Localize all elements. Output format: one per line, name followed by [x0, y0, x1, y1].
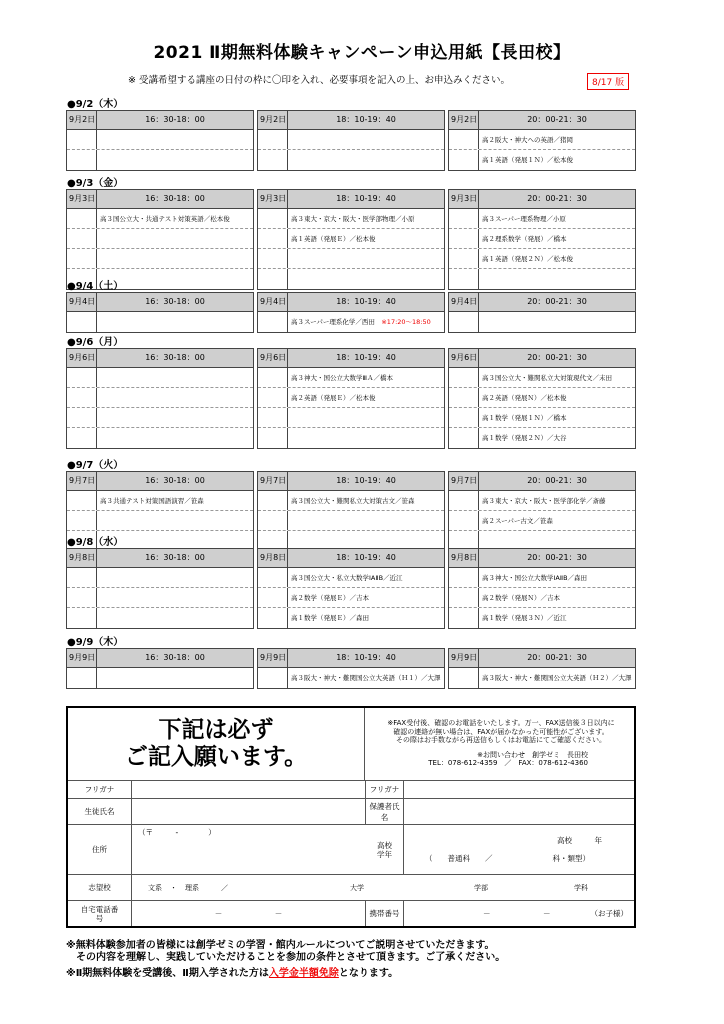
time-slot-block	[448, 292, 636, 333]
time-slot-block	[66, 110, 254, 171]
check-cell[interactable]	[67, 229, 97, 248]
slot-time: 16：30-18：00	[145, 653, 205, 662]
footer-note-1: ※無料体験参加者の皆様には創学ゼミの学習・館内ルールについてご説明させていただきます。	[66, 940, 495, 951]
check-cell[interactable]	[67, 150, 97, 170]
hope-dept: 学科	[574, 883, 588, 892]
slot-time: 18：10-19：40	[336, 476, 396, 485]
time-slot-block	[448, 648, 636, 689]
course-row	[449, 150, 635, 170]
slot-header	[258, 649, 444, 668]
slot-header	[449, 349, 635, 368]
guardian-furigana-label: フリガナ	[366, 781, 404, 798]
course-name	[97, 130, 253, 149]
notice-box	[68, 708, 365, 780]
check-cell[interactable]	[449, 588, 479, 607]
footer-note-3	[66, 968, 398, 980]
check-cell[interactable]	[67, 388, 97, 407]
course-name	[97, 511, 253, 530]
fax-info	[366, 708, 636, 780]
time-slot-block	[66, 292, 254, 333]
student-name-field[interactable]	[132, 799, 366, 824]
slot-header	[449, 549, 635, 568]
check-cell[interactable]	[449, 668, 479, 688]
course-name: 高３共通テスト対策国語演習／笹森	[100, 497, 204, 505]
course-name	[97, 428, 253, 448]
hope-dot: ・	[170, 883, 177, 892]
course-row	[449, 491, 635, 511]
course-row	[258, 249, 444, 269]
course-row	[67, 130, 253, 150]
course-row	[67, 388, 253, 408]
course-row	[67, 668, 253, 688]
course-row	[258, 209, 444, 229]
slot-time: 18：10-19：40	[336, 297, 396, 306]
discount-highlight: 入学金半額免除	[268, 968, 339, 979]
check-cell[interactable]	[449, 568, 479, 587]
check-cell[interactable]	[258, 588, 288, 607]
check-cell[interactable]	[449, 229, 479, 248]
slot-date: 9月3日	[67, 190, 97, 208]
check-cell[interactable]	[67, 312, 97, 332]
course-name: 高３国公立大・私立大数学ⅠAⅡB／近江	[291, 574, 403, 582]
time-slot-block	[257, 648, 445, 689]
course-row	[449, 511, 635, 531]
slot-header	[67, 349, 253, 368]
course-name	[97, 368, 253, 387]
course-name: 高１数学（発展２Ｎ）／大谷	[482, 434, 567, 442]
check-cell[interactable]	[449, 130, 479, 149]
slot-header	[449, 190, 635, 209]
course-row	[258, 668, 444, 688]
course-row	[258, 229, 444, 249]
check-cell[interactable]	[258, 668, 288, 688]
course-row	[67, 249, 253, 269]
check-cell[interactable]	[67, 511, 97, 530]
course-row	[449, 229, 635, 249]
guardian-name-label: 保護者氏名	[366, 799, 404, 824]
slot-date: 9月4日	[67, 293, 97, 311]
slot-date: 9月8日	[67, 549, 97, 567]
course-row	[67, 150, 253, 170]
course-name: 高３国公立大・共通テスト対策英語／松本俊	[100, 215, 230, 223]
course-name	[97, 229, 253, 248]
course-row	[449, 249, 635, 269]
time-slot-block	[66, 348, 254, 449]
course-name	[288, 130, 444, 149]
slot-header	[258, 549, 444, 568]
student-furigana-field[interactable]	[132, 781, 366, 798]
time-slot-block	[448, 348, 636, 449]
course-name	[97, 249, 253, 268]
slot-date: 9月9日	[258, 649, 288, 667]
slot-time: 16：30-18：00	[145, 476, 205, 485]
mobile-label: 携帯番号	[366, 901, 404, 926]
course-name: 高２英語（発展Ｎ）／松本俊	[482, 394, 567, 402]
address-row	[68, 824, 634, 874]
course-row	[67, 408, 253, 428]
course-name: 高３神大・国公立大数学ⅠAⅡB／森田	[482, 574, 588, 582]
course-row	[449, 428, 635, 448]
course-row	[258, 568, 444, 588]
slot-header	[67, 190, 253, 209]
course-name	[288, 249, 444, 268]
instruction-note: ※ 受講希望する講座の日付の枠に〇印を入れ、必要事項を記入の上、お申込みください。	[128, 75, 511, 86]
check-cell[interactable]	[449, 408, 479, 427]
slot-time: 20：00-21：30	[527, 476, 587, 485]
time-slot-block	[66, 548, 254, 629]
check-cell[interactable]	[449, 491, 479, 510]
course-row	[67, 511, 253, 531]
check-cell[interactable]	[258, 491, 288, 510]
hope-rikei: 理系	[185, 883, 199, 892]
course-name	[97, 668, 253, 688]
hope-univ: 大学	[350, 883, 364, 892]
student-name-label: 生徒氏名	[68, 799, 132, 824]
check-cell[interactable]	[258, 568, 288, 587]
time-slot-block	[257, 348, 445, 449]
hope-bunkei: 文系	[148, 883, 162, 892]
course-name	[288, 408, 444, 427]
fax-info-3: その際はお手数ながら再送信もしくはお電話にてご確認ください。	[396, 736, 606, 744]
time-slot-block	[257, 110, 445, 171]
course-name: 高３国公立大・難関私立大対策古文／笹森	[291, 497, 415, 505]
slot-date: 9月2日	[258, 111, 288, 129]
guardian-furigana-field[interactable]	[405, 781, 634, 798]
slot-time: 16：30-18：00	[145, 115, 205, 124]
hope-faculty: 学部	[474, 883, 488, 892]
course-name: 高３東大・京大・阪大・医学部化学／斎藤	[482, 497, 606, 505]
day-section	[66, 337, 636, 449]
slot-time: 18：10-19：40	[336, 115, 396, 124]
course-row	[449, 388, 635, 408]
slot-date: 9月6日	[67, 349, 97, 367]
check-cell[interactable]	[67, 368, 97, 387]
slot-date: 9月4日	[449, 293, 479, 311]
tel-row	[68, 900, 634, 926]
day-label: ●9/2（木）	[67, 99, 124, 110]
course-title: 高３スーパー理系化学／西田	[291, 318, 382, 326]
slot-header	[258, 190, 444, 209]
check-cell[interactable]	[258, 209, 288, 228]
contact-label: ※お問い合わせ 創学ゼミ 長田校	[477, 750, 588, 759]
slot-time: 20：00-21：30	[527, 653, 587, 662]
check-cell[interactable]	[258, 249, 288, 268]
time-slot-block	[448, 110, 636, 171]
check-cell[interactable]	[258, 368, 288, 387]
slot-date: 9月8日	[258, 549, 288, 567]
course-name: 高１数学（発展Ｅ）／森田	[291, 614, 369, 622]
check-cell[interactable]	[449, 388, 479, 407]
slot-header	[67, 649, 253, 668]
day-label: ●9/7（火）	[67, 460, 124, 471]
check-cell[interactable]	[258, 608, 288, 628]
course-name: 高１英語（発展１Ｎ）／松本俊	[482, 156, 573, 164]
slot-header	[67, 293, 253, 312]
check-cell[interactable]	[67, 249, 97, 268]
course-name: 高３東大・京大・阪大・医学部物理／小原	[291, 215, 415, 223]
course-name	[288, 428, 444, 448]
day-section	[66, 99, 636, 171]
course-row	[449, 130, 635, 150]
slot-date: 9月7日	[258, 472, 288, 490]
course-name: 高２阪大・神大への英語／猪岡	[482, 136, 573, 144]
slot-date: 9月6日	[258, 349, 288, 367]
course-name: 高１英語（発展２Ｎ）／松本俊	[482, 255, 573, 263]
day-label: ●9/3（金）	[67, 178, 124, 189]
check-cell[interactable]	[258, 511, 288, 530]
slot-time: 18：10-19：40	[336, 194, 396, 203]
slot-header	[67, 549, 253, 568]
course-row	[67, 312, 253, 332]
slot-time: 20：00-21：30	[527, 553, 587, 562]
check-cell[interactable]	[67, 668, 97, 688]
course-field[interactable]: （ 普通科 ／ 科・類型）	[425, 853, 590, 863]
course-row	[67, 588, 253, 608]
check-cell[interactable]	[449, 428, 479, 448]
check-cell[interactable]	[67, 428, 97, 448]
course-row	[67, 209, 253, 229]
slot-header	[449, 472, 635, 491]
course-name	[97, 150, 253, 170]
slot-time: 20：00-21：30	[527, 194, 587, 203]
check-cell[interactable]	[449, 511, 479, 530]
check-cell[interactable]	[258, 428, 288, 448]
check-cell[interactable]	[67, 491, 97, 510]
course-row	[67, 428, 253, 448]
slot-time: 18：10-19：40	[336, 353, 396, 362]
course-name: 高２数学（発展Ｎ）／吉本	[482, 594, 560, 602]
home-tel-field[interactable]: － －	[132, 901, 366, 926]
course-row	[258, 511, 444, 531]
slot-time: 16：30-18：00	[145, 353, 205, 362]
time-note: ※17:20～18:50	[381, 318, 431, 326]
course-name: 高２数学（発展Ｅ）／吉本	[291, 594, 369, 602]
course-row	[258, 428, 444, 448]
check-cell[interactable]	[449, 249, 479, 268]
check-cell[interactable]	[67, 568, 97, 587]
course-row	[258, 150, 444, 170]
check-cell[interactable]	[449, 608, 479, 628]
page-title: 2021 Ⅱ期無料体験キャンペーン申込用紙【長田校】	[153, 43, 571, 63]
check-cell[interactable]	[449, 368, 479, 387]
course-row	[67, 368, 253, 388]
check-cell[interactable]	[67, 588, 97, 607]
slot-date: 9月4日	[258, 293, 288, 311]
slot-time: 20：00-21：30	[527, 115, 587, 124]
home-tel-label: 自宅電話番号	[68, 901, 132, 926]
course-name	[97, 312, 253, 332]
course-row	[449, 312, 635, 332]
course-row	[449, 668, 635, 688]
course-name: 高１数学（発展３Ｎ）／近江	[482, 614, 567, 622]
course-name: 高３国公立大・難関私立大対策現代文／末田	[482, 374, 612, 382]
day-section	[66, 178, 636, 290]
check-cell[interactable]	[258, 408, 288, 427]
course-name: 高３神大・国公立大数学ⅢＡ／橋本	[291, 374, 393, 382]
slot-date: 9月2日	[67, 111, 97, 129]
course-name	[288, 150, 444, 170]
day-section	[66, 281, 636, 333]
day-section	[66, 637, 636, 689]
course-row	[67, 229, 253, 249]
course-name: 高１数学（発展１Ｎ）／橋本	[482, 414, 567, 422]
course-name	[97, 408, 253, 427]
hope-label: 志望校	[68, 875, 132, 900]
fax-info-2: 確認の連絡が無い場合は、FAXが届かなかった可能性がございます。	[393, 727, 609, 736]
course-row	[449, 408, 635, 428]
check-cell[interactable]	[258, 130, 288, 149]
course-name: 高３スーパー理系物理／小原	[482, 215, 566, 223]
time-slot-block	[66, 189, 254, 290]
mobile-field[interactable]: － －	[483, 909, 551, 918]
slot-time: 20：00-21：30	[527, 353, 587, 362]
slot-date: 9月9日	[67, 649, 97, 667]
course-row	[258, 491, 444, 511]
day-label: ●9/9（木）	[67, 637, 124, 648]
slot-header	[449, 649, 635, 668]
time-slot-block	[257, 292, 445, 333]
slot-header	[67, 111, 253, 130]
course-row	[258, 608, 444, 628]
course-row	[67, 568, 253, 588]
time-slot-block	[448, 548, 636, 629]
slot-time: 16：30-18：00	[145, 194, 205, 203]
course-name	[97, 608, 253, 628]
slot-date: 9月3日	[258, 190, 288, 208]
course-name	[97, 388, 253, 407]
course-row	[258, 588, 444, 608]
slot-date: 9月2日	[449, 111, 479, 129]
check-cell[interactable]	[258, 388, 288, 407]
mobile-owner-note: （お子様）	[590, 909, 628, 918]
course-name: 高１英語（発展Ｅ）／松本俊	[291, 235, 376, 243]
slot-date: 9月6日	[449, 349, 479, 367]
guardian-name-field[interactable]	[405, 799, 634, 824]
slot-date: 9月9日	[449, 649, 479, 667]
hope-slash: ／	[221, 883, 228, 892]
slot-time: 18：10-19：40	[336, 553, 396, 562]
course-row	[449, 608, 635, 628]
course-row	[449, 568, 635, 588]
slot-header	[258, 472, 444, 491]
check-cell[interactable]	[258, 229, 288, 248]
slot-time: 20：00-21：30	[527, 297, 587, 306]
check-cell[interactable]	[258, 312, 288, 332]
course-row	[449, 368, 635, 388]
slot-time: 16：30-18：00	[145, 553, 205, 562]
course-name: 高２理系数学（発展）／橋本	[482, 235, 567, 243]
hope-field[interactable]	[148, 875, 634, 900]
course-name: 高２スーパー古文／笹森	[482, 517, 553, 525]
check-cell[interactable]	[449, 150, 479, 170]
course-name	[288, 312, 444, 332]
slot-header	[258, 349, 444, 368]
day-label: ●9/8（水）	[67, 537, 124, 548]
slot-header	[449, 293, 635, 312]
check-cell[interactable]	[67, 209, 97, 228]
course-row	[258, 130, 444, 150]
course-name	[97, 588, 253, 607]
day-label: ●9/4（土）	[67, 281, 124, 292]
day-section	[66, 537, 636, 629]
check-cell[interactable]	[449, 209, 479, 228]
course-row	[67, 491, 253, 511]
course-name	[288, 511, 444, 530]
notice-line-2: ご記入願います。	[124, 744, 308, 770]
furigana-label: フリガナ	[68, 781, 132, 798]
time-slot-block	[448, 189, 636, 290]
slot-date: 9月7日	[67, 472, 97, 490]
check-cell[interactable]	[67, 130, 97, 149]
contact-tel: TEL：078-612-4359 ／ FAX：078-612-4360	[428, 759, 588, 767]
day-label: ●9/6（月）	[67, 337, 124, 348]
footer-note-3c: となります。	[338, 968, 399, 979]
course-row	[258, 408, 444, 428]
check-cell[interactable]	[258, 150, 288, 170]
slot-time: 18：10-19：40	[336, 653, 396, 662]
time-slot-block	[257, 189, 445, 290]
address-field[interactable]: （〒 - ）	[138, 828, 216, 837]
slot-date: 9月8日	[449, 549, 479, 567]
footer-note-3a: ※Ⅱ期無料体験を受講後、Ⅱ期入学された方は	[66, 968, 269, 979]
check-cell[interactable]	[67, 408, 97, 427]
course-name	[479, 312, 635, 332]
course-name	[97, 568, 253, 587]
school-field[interactable]: 高校 年	[557, 835, 602, 845]
slot-date: 9月3日	[449, 190, 479, 208]
footer-note-2: その内容を理解し、実践していただけることを参加の条件とさせて頂きます。ご了承ください。	[66, 952, 506, 963]
check-cell[interactable]	[67, 608, 97, 628]
course-row	[258, 368, 444, 388]
application-form	[66, 706, 636, 928]
fax-info-1: ※FAX受付後、確認のお電話をいたします。万一、FAX送信後３日以内に	[387, 719, 615, 727]
slot-date: 9月7日	[449, 472, 479, 490]
course-row	[449, 588, 635, 608]
time-slot-block	[66, 648, 254, 689]
slot-header	[258, 293, 444, 312]
version-badge: 8/17 版	[587, 73, 629, 90]
furigana-row	[68, 780, 634, 798]
time-slot-block	[257, 548, 445, 629]
check-cell[interactable]	[449, 312, 479, 332]
course-name: 高３阪大・神大・難関国公立大英語（Ｈ２）／大澤	[482, 674, 632, 682]
course-row	[258, 312, 444, 332]
course-row	[67, 608, 253, 628]
slot-header	[449, 111, 635, 130]
slot-header	[258, 111, 444, 130]
address-label: 住所	[68, 825, 132, 874]
course-row	[258, 388, 444, 408]
course-name: 高３阪大・神大・難関国公立大英語（Ｈ１）／大澤	[291, 674, 441, 682]
slot-header	[67, 472, 253, 491]
hope-row	[68, 874, 634, 900]
slot-time: 16：30-18：00	[145, 297, 205, 306]
course-row	[449, 209, 635, 229]
notice-line-1: 下記は必ず	[158, 717, 274, 743]
school-label: 高校学年	[366, 825, 404, 874]
name-row	[68, 798, 634, 824]
course-name: 高２英語（発展Ｅ）／松本俊	[291, 394, 376, 402]
